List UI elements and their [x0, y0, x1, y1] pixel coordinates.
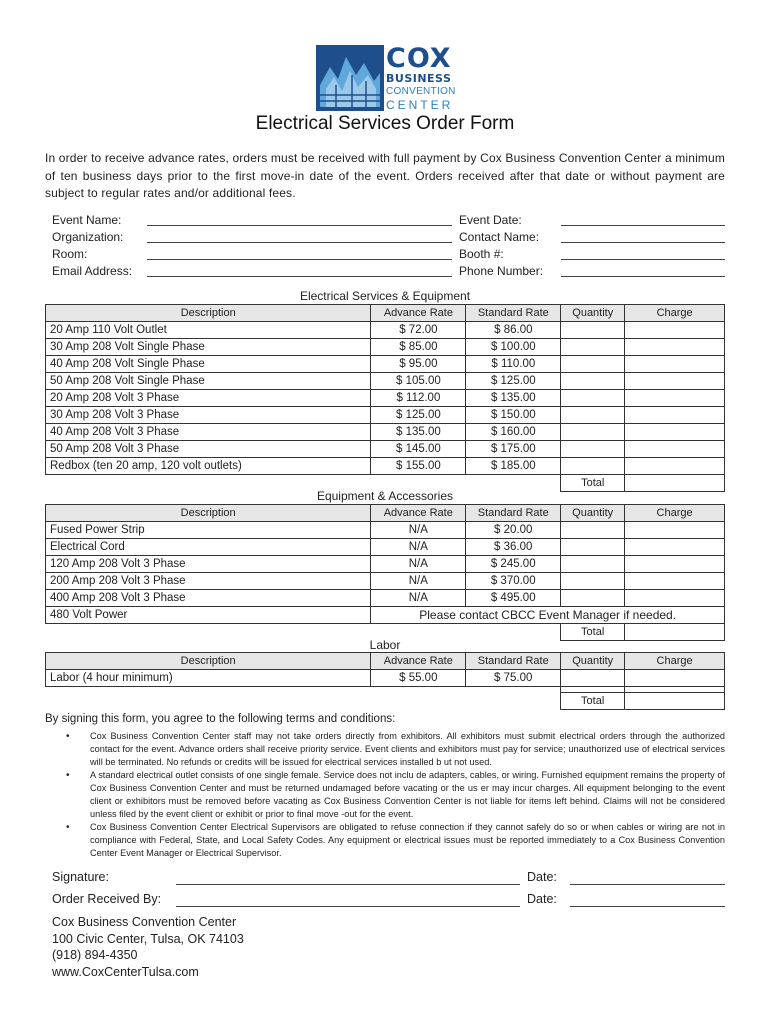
charge-field[interactable]: [625, 670, 725, 687]
standard-rate-header: Standard Rate: [466, 653, 561, 670]
booth-field[interactable]: [561, 249, 725, 260]
row-advance-rate: N/A: [371, 573, 466, 590]
quantity-field[interactable]: [561, 556, 625, 573]
row-description: 200 Amp 208 Volt 3 Phase: [46, 573, 371, 590]
equipment-table: [45, 504, 725, 641]
quantity-header: Quantity: [561, 505, 625, 522]
row-standard-rate: $ 245.00: [466, 556, 561, 573]
charge-field[interactable]: [625, 522, 725, 539]
row-standard-rate: $ 150.00: [466, 407, 561, 424]
signature-date-field[interactable]: [570, 872, 725, 885]
quantity-field[interactable]: [561, 458, 625, 475]
terms-item: • Cox Business Convention Center staff may not take orders directly from exhibitors. All exhibitors must submit electrical orders through the authorized contact for the event. Advance orders shall receive priority service. Event clients and exhibitors must pay for service; unauthorized use of electrical services will be terminated. No refunds or credits will be issued for electrical services installed b ut not used.: [70, 730, 725, 769]
advance-rate-header: Advance Rate: [371, 305, 466, 322]
total-label: Total: [561, 624, 625, 641]
phone-field[interactable]: [561, 266, 725, 277]
table-header-row: [46, 653, 725, 670]
row-description: 30 Amp 208 Volt Single Phase: [46, 339, 371, 356]
quantity-field[interactable]: [561, 373, 625, 390]
quantity-field[interactable]: [561, 390, 625, 407]
contact-name-label: Contact Name:: [459, 230, 540, 244]
description-header: Description: [46, 505, 371, 522]
logo-business-text: BUSINESS: [386, 72, 452, 85]
quantity-field[interactable]: [561, 670, 625, 687]
signature-label: Signature:: [52, 870, 109, 884]
quantity-field[interactable]: [561, 424, 625, 441]
standard-rate-header: Standard Rate: [466, 505, 561, 522]
row-advance-rate: $ 145.00: [371, 441, 466, 458]
row-description: 50 Amp 208 Volt Single Phase: [46, 373, 371, 390]
row-standard-rate: $ 185.00: [466, 458, 561, 475]
equipment-section-title: Equipment & Accessories: [316, 489, 454, 503]
charge-header: Charge: [625, 305, 725, 322]
row-description: 40 Amp 208 Volt 3 Phase: [46, 424, 371, 441]
row-advance-rate: N/A: [371, 590, 466, 607]
charge-field[interactable]: [625, 424, 725, 441]
row-advance-rate: $ 105.00: [371, 373, 466, 390]
contact-name-field[interactable]: [561, 232, 725, 243]
quantity-field[interactable]: [561, 407, 625, 424]
total-label: Total: [561, 693, 625, 710]
advance-rate-header: Advance Rate: [371, 653, 466, 670]
advance-rate-header: Advance Rate: [371, 505, 466, 522]
table-row: [46, 322, 725, 339]
footer-phone: (918) 894-4350: [52, 948, 138, 962]
row-description: Labor (4 hour minimum): [46, 670, 371, 687]
row-advance-rate: $ 72.00: [371, 322, 466, 339]
email-label: Email Address:: [52, 264, 133, 278]
charge-field[interactable]: [625, 556, 725, 573]
event-date-label: Event Date:: [459, 213, 522, 227]
row-standard-rate: $ 495.00: [466, 590, 561, 607]
footer-website[interactable]: www.CoxCenterTulsa.com: [52, 964, 199, 979]
cox-logo: [316, 45, 466, 115]
charge-field[interactable]: [625, 407, 725, 424]
charge-field[interactable]: [625, 339, 725, 356]
row-standard-rate: $ 110.00: [466, 356, 561, 373]
organization-label: Organization:: [52, 230, 124, 244]
row-advance-rate: N/A: [371, 539, 466, 556]
charge-field[interactable]: [625, 356, 725, 373]
quantity-field[interactable]: [561, 590, 625, 607]
received-date-label: Date:: [527, 892, 557, 906]
row-advance-rate: $ 55.00: [371, 670, 466, 687]
row-standard-rate: $ 160.00: [466, 424, 561, 441]
row-standard-rate: $ 100.00: [466, 339, 561, 356]
row-standard-rate: $ 86.00: [466, 322, 561, 339]
logo-convention-text: CONVENTION: [386, 86, 456, 97]
row-advance-rate: N/A: [371, 522, 466, 539]
organization-field[interactable]: [147, 232, 452, 243]
event-name-field[interactable]: [147, 215, 452, 226]
row-standard-rate: $ 125.00: [466, 373, 561, 390]
row-advance-rate: $ 155.00: [371, 458, 466, 475]
labor-total-field[interactable]: [625, 693, 725, 710]
charge-field[interactable]: [625, 441, 725, 458]
row-advance-rate: $ 125.00: [371, 407, 466, 424]
labor-table: [45, 652, 725, 710]
terms-item: • Cox Business Convention Center Electrical Supervisors are obligated to refuse connection if they cannot safely do so or when cables or wiring are not in compliance with Federal, State, and Local Safety Codes. Any equipment or electrical issues must be reported immediately to a Cox Business Convention Center Event Manager or Electrical Supervisor.: [70, 821, 725, 860]
logo-center-text: CENTER: [386, 98, 454, 112]
table-row: [46, 573, 725, 590]
table-row: [46, 356, 725, 373]
row-standard-rate: $ 135.00: [466, 390, 561, 407]
page-title: Electrical Services Order Form: [255, 113, 515, 134]
footer-contact: [52, 914, 244, 980]
row-description: 400 Amp 208 Volt 3 Phase: [46, 590, 371, 607]
table-header-row: [46, 305, 725, 322]
table-row: [46, 607, 725, 624]
row-advance-rate: $ 85.00: [371, 339, 466, 356]
charge-field[interactable]: [625, 390, 725, 407]
table-header-row: [46, 505, 725, 522]
table-row: [46, 390, 725, 407]
labor-section-title: Labor: [369, 638, 401, 652]
description-header: Description: [46, 305, 371, 322]
quantity-field[interactable]: [561, 522, 625, 539]
signature-date-label: Date:: [527, 870, 557, 884]
quantity-field[interactable]: [561, 322, 625, 339]
building-logo-icon: [316, 45, 384, 111]
event-info-left: [52, 210, 452, 278]
table-row: [46, 670, 725, 687]
row-standard-rate: $ 20.00: [466, 522, 561, 539]
booth-label: Booth #:: [459, 247, 504, 261]
table-row: [46, 407, 725, 424]
terms-heading: By signing this form, you agree to the following terms and conditions:: [45, 713, 396, 725]
room-label: Room:: [52, 247, 88, 261]
intro-paragraph: In order to receive advance rates, orders must be received with full payment by Cox Business Convention Center a minimum of ten business days prior to the first move-in date of the event. Orders received after that date or without payment are subject to regular rates and/or additional fees.: [45, 151, 725, 200]
quantity-field[interactable]: [561, 339, 625, 356]
phone-label: Phone Number:: [459, 264, 544, 278]
table-row: [46, 339, 725, 356]
row-description: 40 Amp 208 Volt Single Phase: [46, 356, 371, 373]
quantity-field[interactable]: [561, 441, 625, 458]
row-description: Redbox (ten 20 amp, 120 volt outlets): [46, 458, 371, 475]
row-description: Fused Power Strip: [46, 522, 371, 539]
row-description: 20 Amp 208 Volt 3 Phase: [46, 390, 371, 407]
row-advance-rate: $ 135.00: [371, 424, 466, 441]
terms-list: [70, 730, 725, 860]
row-standard-rate: $ 370.00: [466, 573, 561, 590]
quantity-field[interactable]: [561, 356, 625, 373]
table-row: [46, 590, 725, 607]
electrical-table: [45, 304, 725, 492]
footer-name: Cox Business Convention Center: [52, 915, 237, 929]
table-row: [46, 556, 725, 573]
table-row: [46, 539, 725, 556]
row-description: 480 Volt Power: [46, 607, 371, 624]
charge-field[interactable]: [625, 322, 725, 339]
order-received-label: Order Received By:: [52, 892, 162, 906]
table-row: [46, 458, 725, 475]
charge-field[interactable]: [625, 573, 725, 590]
quantity-header: Quantity: [561, 305, 625, 322]
row-standard-rate: $ 36.00: [466, 539, 561, 556]
row-description: 120 Amp 208 Volt 3 Phase: [46, 556, 371, 573]
table-row: [46, 424, 725, 441]
table-row: [46, 373, 725, 390]
charge-field[interactable]: [625, 373, 725, 390]
footer-address: 100 Civic Center, Tulsa, OK 74103: [52, 931, 244, 946]
charge-header: Charge: [625, 505, 725, 522]
contact-note: Please contact CBCC Event Manager if needed.: [371, 607, 725, 624]
received-date-field[interactable]: [570, 894, 725, 907]
electrical-section-title: Electrical Services & Equipment: [299, 289, 471, 303]
description-header: Description: [46, 653, 371, 670]
row-advance-rate: $ 112.00: [371, 390, 466, 407]
row-standard-rate: $ 175.00: [466, 441, 561, 458]
table-row: [46, 441, 725, 458]
order-received-field[interactable]: [176, 894, 520, 907]
quantity-field[interactable]: [561, 539, 625, 556]
row-standard-rate: $ 75.00: [466, 670, 561, 687]
charge-field[interactable]: [625, 539, 725, 556]
event-date-field[interactable]: [561, 215, 725, 226]
row-description: 30 Amp 208 Volt 3 Phase: [46, 407, 371, 424]
row-description: 50 Amp 208 Volt 3 Phase: [46, 441, 371, 458]
event-name-label: Event Name:: [52, 213, 122, 227]
total-label: Total: [561, 475, 625, 492]
total-row: [46, 693, 725, 710]
event-info-right: [459, 210, 725, 278]
row-advance-rate: N/A: [371, 556, 466, 573]
charge-field[interactable]: [625, 458, 725, 475]
terms-item: • A standard electrical outlet consists of one single female. Service does not inclu de adapters, cables, or wiring. Furnished equipment remains the property of Cox Business Convention Center and must be returned undamaged before vacating or the us er may incur charges. All equipment belonging to the event client or exhibitors must be removed before vacating as Cox Business Convention Center is not liable for items left behind. Claims will not be considered unless filed by the event client or exhibit or prior to final move -out for the event.: [70, 769, 725, 821]
standard-rate-header: Standard Rate: [466, 305, 561, 322]
charge-field[interactable]: [625, 590, 725, 607]
room-field[interactable]: [147, 249, 452, 260]
email-field[interactable]: [147, 266, 452, 277]
signature-field[interactable]: [176, 872, 520, 885]
quantity-header: Quantity: [561, 653, 625, 670]
quantity-field[interactable]: [561, 573, 625, 590]
row-description: 20 Amp 110 Volt Outlet: [46, 322, 371, 339]
row-description: Electrical Cord: [46, 539, 371, 556]
table-row: [46, 522, 725, 539]
row-advance-rate: $ 95.00: [371, 356, 466, 373]
charge-header: Charge: [625, 653, 725, 670]
logo-cox-text: COX: [386, 43, 452, 74]
